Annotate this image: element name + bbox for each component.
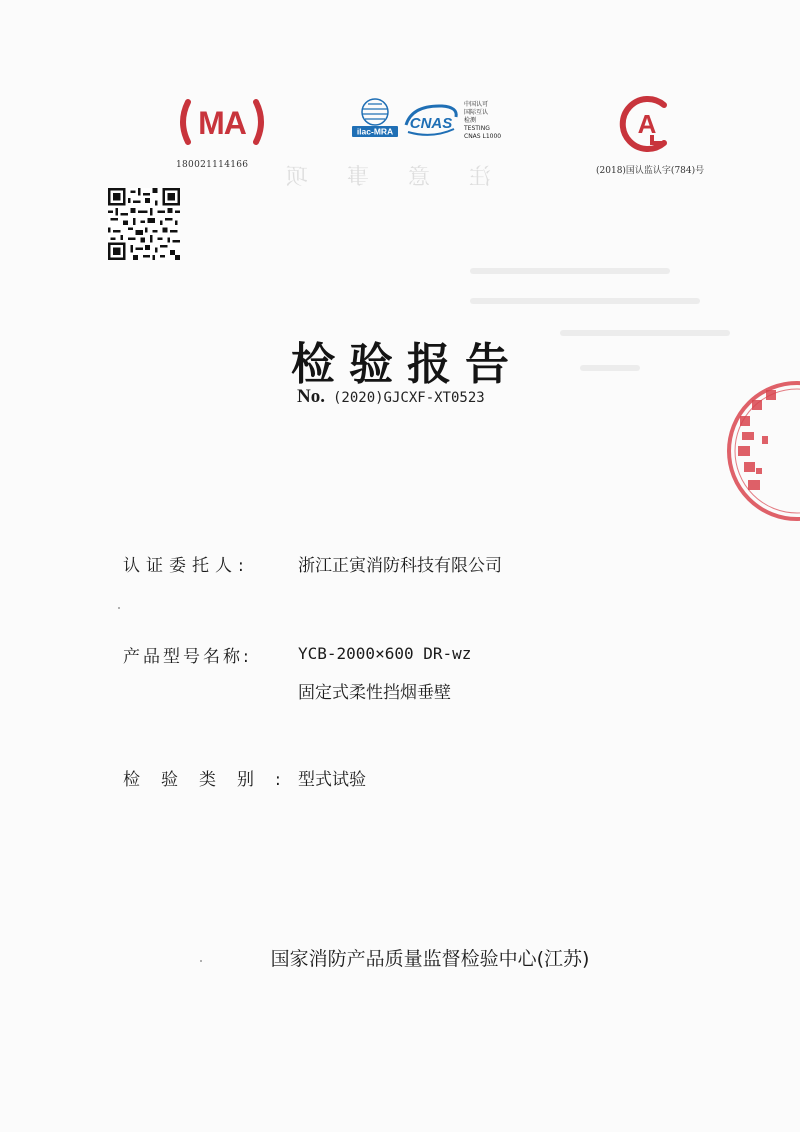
page-title: 检验报告 xyxy=(291,339,523,390)
svg-text:MA: MA xyxy=(198,105,246,141)
inspection-type-value: 型式试验 xyxy=(298,770,366,790)
cnas-caption-line: CNAS L1000 xyxy=(464,133,502,140)
product-model-value: YCB-2000×600 DR-wz xyxy=(298,644,472,663)
client-label-colon: : xyxy=(238,556,250,576)
report-number-value: (2020)GJCXF-XT0523 xyxy=(332,390,485,406)
inspection-type-label-char: 类 xyxy=(199,770,216,790)
cnas-caption xyxy=(464,101,501,141)
svg-text:A: A xyxy=(637,109,657,139)
bleed-through-line xyxy=(470,298,700,304)
report-number-label: No. xyxy=(297,386,325,407)
cma-logo-icon xyxy=(174,96,270,148)
client-value: 浙江正寅消防科技有限公司 xyxy=(298,556,502,576)
cnas-caption-line: 检测 xyxy=(464,117,477,124)
svg-text:CNAS: CNAS xyxy=(409,115,453,132)
product-name-value: 固定式柔性挡烟垂壁 xyxy=(298,683,451,703)
product-label xyxy=(123,642,252,667)
cnas-caption-line: 国际互认 xyxy=(464,109,489,116)
report-number xyxy=(297,386,485,408)
cma-number: 180021114166 xyxy=(176,160,249,170)
ilac-mra-logo-icon xyxy=(352,97,398,139)
bleed-through-text: 注 意 事 项 xyxy=(270,165,491,190)
bleed-through-line xyxy=(470,268,670,274)
inspection-type-label-char: 验 xyxy=(161,770,178,790)
inspection-type-label-char: 别 xyxy=(237,770,254,790)
client-label-text: 认证委托人 xyxy=(123,556,238,576)
issuing-institution: 国家消防产品质量监督检验中心(江苏) xyxy=(270,948,590,970)
inspection-type-label xyxy=(123,765,281,790)
cnas-logo-icon xyxy=(402,101,460,139)
product-label-text: 产品型号名称 xyxy=(123,647,243,667)
product-label-colon: : xyxy=(243,647,252,667)
cal-logo-icon xyxy=(614,95,680,153)
cnas-caption-line: 中国认可 xyxy=(464,101,489,108)
official-seal-icon xyxy=(722,376,800,526)
inspection-type-label-colon: : xyxy=(275,770,281,790)
scan-speck xyxy=(200,960,202,962)
scan-speck xyxy=(118,607,120,609)
client-label xyxy=(123,551,250,576)
cnas-caption-line: TESTING xyxy=(464,125,490,132)
cal-caption: (2018)国认监认字(784)号 xyxy=(596,166,705,176)
inspection-type-label-char: 检 xyxy=(123,770,140,790)
svg-text:ilac-MRA: ilac-MRA xyxy=(356,126,394,137)
qr-code-icon xyxy=(108,188,180,260)
